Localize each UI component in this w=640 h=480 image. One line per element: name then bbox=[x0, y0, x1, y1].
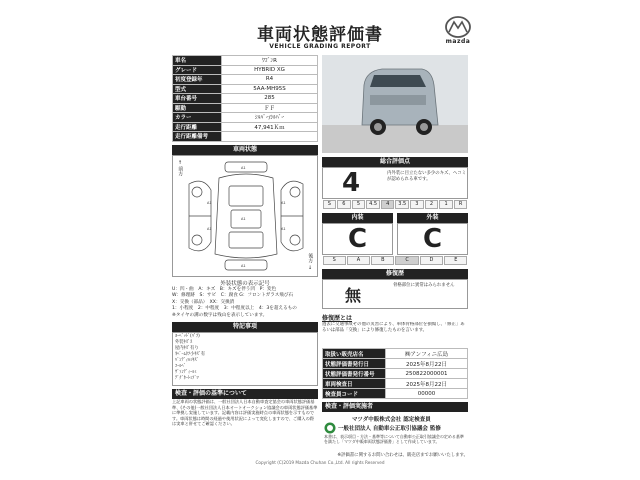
scale-step: 5 bbox=[352, 200, 366, 209]
svg-text:A1: A1 bbox=[281, 200, 286, 205]
svg-text:A1: A1 bbox=[207, 200, 212, 205]
spec-label: 走行距離 bbox=[173, 122, 222, 132]
info-row bbox=[323, 369, 468, 379]
car-diagram-icon bbox=[185, 160, 307, 272]
interior-grade: C bbox=[322, 223, 393, 255]
overall-score: 4 bbox=[341, 168, 361, 198]
overall-score-title: 総合評価点 bbox=[322, 157, 468, 167]
svg-text:A1: A1 bbox=[207, 226, 212, 231]
special-note: ﾊﾞﾝﾃﾞｨﾙﾐｷｽﾞ bbox=[175, 358, 199, 363]
legend-title: 外装状態の表示記号 bbox=[220, 280, 270, 287]
spec-label: 走行距離備考 bbox=[173, 132, 222, 142]
info-row bbox=[323, 349, 468, 359]
repair-history-value: 無 bbox=[344, 286, 361, 305]
scale-step: 3.5 bbox=[395, 200, 409, 209]
svg-text:A1: A1 bbox=[241, 263, 246, 268]
info-row bbox=[323, 359, 468, 369]
scale-step: 2 bbox=[425, 200, 439, 209]
spec-value: R4 bbox=[222, 75, 318, 85]
spec-row bbox=[173, 56, 318, 66]
spec-row bbox=[173, 132, 318, 142]
exterior-panel bbox=[397, 213, 468, 255]
spec-row bbox=[173, 94, 318, 104]
special-note: ｺｰﾙﾍﾞ bbox=[175, 364, 186, 369]
spec-row bbox=[173, 75, 318, 85]
special-notes-list bbox=[172, 332, 318, 386]
legend-line: W：修理跡 S：サビ C：腐食 G：フロントガラス飛び石 bbox=[172, 293, 294, 298]
svg-text:A1: A1 bbox=[241, 216, 246, 221]
spec-table bbox=[172, 55, 318, 142]
spec-value: ｼﾙﾊﾞｰ/ｼﾙﾊﾞｰ bbox=[222, 113, 318, 123]
footer-note: ※評価書に関するお問い合わせは、販売店までお願いいたします。 bbox=[337, 453, 468, 458]
inspector-supervisor: 一般社団法人 自動車公正取引協議会 監修 bbox=[338, 426, 441, 432]
repair-definition-title: 修復歴とは bbox=[322, 315, 353, 322]
brand-logo-text: mazda bbox=[445, 38, 471, 45]
info-label: 検査員コード bbox=[323, 389, 386, 399]
rear-label: 後方 ↓ bbox=[307, 252, 314, 271]
int-ext-row bbox=[322, 213, 468, 255]
overall-note: 内外装に目立たない多少のキズ、ヘコミが認められる車です。 bbox=[387, 171, 467, 182]
spec-label: 型式 bbox=[173, 84, 222, 94]
spec-value: 47,941Ｋｍ bbox=[222, 122, 318, 132]
spec-value: HYBRID XG bbox=[222, 65, 318, 75]
info-value: 00000 bbox=[386, 389, 468, 399]
repair-history-note: 骨格部位に異常はみられません bbox=[393, 283, 455, 288]
legend-line: ※タイヤの溝の数字は残山を表示しています。 bbox=[172, 312, 268, 318]
left-column bbox=[172, 55, 318, 445]
interior-panel bbox=[322, 213, 393, 255]
info-value: ㈱アンフィニ広島 bbox=[386, 349, 468, 359]
inspection-basis-title: 検査・評価の基準について bbox=[172, 389, 318, 399]
spec-label: 駆動 bbox=[173, 103, 222, 113]
scale-step: C bbox=[395, 256, 418, 265]
legend-line: U：凹・曲 A：キズ B：キズを伴う凹 P：変色 bbox=[172, 286, 277, 292]
repair-definition-text: 過去に交通事故その他の災害により、車体骨格部位を損傷し、「修正」あるいは部品「交換」により修復したものを言います。 bbox=[322, 322, 465, 333]
special-note: ﾃﾞﾁﾞﾈｰﾄﾐﾌﾞﾂ bbox=[175, 376, 199, 381]
info-value: 2025年8月22日 bbox=[386, 379, 468, 389]
info-value: 2025年8月22日 bbox=[386, 359, 468, 369]
interior-title: 内装 bbox=[322, 213, 393, 223]
legend-line: X：交換（部品） XX：交換済 bbox=[172, 299, 235, 305]
car-photo-icon bbox=[322, 55, 468, 153]
exterior-grade: C bbox=[397, 223, 468, 255]
report-subtitle: VEHICLE GRADING REPORT bbox=[269, 43, 371, 50]
spec-row bbox=[173, 113, 318, 123]
special-note: ｳﾞｧﾝﾃﾞｨｰﾙﾐ bbox=[175, 370, 197, 375]
spec-label: 車名 bbox=[173, 56, 222, 66]
car-diagram-box bbox=[172, 155, 318, 277]
scale-step: E bbox=[444, 256, 467, 265]
scale-step: 3 bbox=[410, 200, 424, 209]
inspector-note: 本書は、表示項目・方法・基準等について自動車公正取引協議会の定める基準を満たし「マツダ中販車両状態評価書」として作成しています。 bbox=[324, 434, 464, 444]
spec-row bbox=[173, 65, 318, 75]
report-title: 車両状態評価書 bbox=[257, 25, 383, 45]
scale-step: R bbox=[454, 200, 468, 209]
legend-list bbox=[172, 287, 318, 320]
scale-step: 4.5 bbox=[366, 200, 380, 209]
footer-copyright: Copyright (C)2019 Mazda Chuhan Co.,Ltd. All rights Reserved bbox=[255, 460, 385, 465]
right-column bbox=[322, 55, 468, 452]
spec-row bbox=[173, 103, 318, 113]
vehicle-photo bbox=[322, 55, 468, 153]
spec-label: 車台番号 bbox=[173, 94, 222, 104]
spec-value: 285 bbox=[222, 94, 318, 104]
special-note: 屋内ｷｽﾞ有り bbox=[175, 346, 199, 351]
spec-value: ﾜｺﾞﾝR bbox=[222, 56, 318, 66]
scale-step: S bbox=[323, 256, 346, 265]
scale-step: 6 bbox=[337, 200, 351, 209]
spec-value bbox=[222, 132, 318, 142]
special-note: 外装ｷｽﾞｽ bbox=[175, 340, 193, 345]
overall-scale bbox=[322, 200, 468, 209]
info-label: 状態評価書発行日 bbox=[323, 359, 386, 369]
vehicle-condition-title: 車両状態 bbox=[172, 145, 318, 155]
inspection-basis-text: 上記車両の状態評価は、一般社団法人日本自動車査定協会の車両状態評価基準、(その他)一般社団法人日本オートオークション協議会の車両状態評価基準に準拠し実施しています。記載内容は評価実施時点の車両状態を示すものです。車両状態は時間の経過や使用状況によって変化しますので、ご購入の際は実車と併せてご確認ください。 bbox=[172, 399, 318, 427]
repair-history-title: 修復歴 bbox=[322, 269, 468, 279]
spec-label: カラー bbox=[173, 113, 222, 123]
inspector-box bbox=[322, 412, 468, 452]
overall-score-box bbox=[322, 167, 468, 199]
spec-row bbox=[173, 122, 318, 132]
inspector-title: 検査・評価実施者 bbox=[322, 402, 468, 412]
scale-step: B bbox=[371, 256, 394, 265]
scale-step: S bbox=[323, 200, 337, 209]
spec-label: グレード bbox=[173, 65, 222, 75]
svg-text:A1: A1 bbox=[281, 226, 286, 231]
info-value: 250822000001 bbox=[386, 369, 468, 379]
info-label: 状態評価書発行番号 bbox=[323, 369, 386, 379]
scale-step: 1 bbox=[439, 200, 453, 209]
inspector-company: マツダ中販株式会社 認定検査員 bbox=[352, 417, 431, 423]
svg-text:A1: A1 bbox=[241, 165, 246, 170]
info-label: 車両検査日 bbox=[323, 379, 386, 389]
legend-line: 1：小程度 2：中程度 3：中程度以上 4：3を超えるもの bbox=[172, 306, 297, 311]
front-label: ↑ 前方 bbox=[177, 159, 184, 176]
info-label: 取扱い販売店名 bbox=[323, 349, 386, 359]
info-row bbox=[323, 379, 468, 389]
special-note: ﾖｰﾍﾞｯﾄﾞ(ﾊﾟﾌ) bbox=[175, 334, 200, 339]
spec-label: 初度登録年 bbox=[173, 75, 222, 85]
info-row bbox=[323, 389, 468, 399]
spec-row bbox=[173, 84, 318, 94]
spec-value: 5AA-MH95S bbox=[222, 84, 318, 94]
scale-step: 4 bbox=[381, 200, 395, 209]
handling-info-table bbox=[322, 348, 468, 399]
fair-trade-seal-icon bbox=[324, 422, 336, 434]
repair-history-box bbox=[322, 279, 468, 309]
special-note: ﾈﾍﾞｰﾑﾈﾌ小ｷｽﾞ有 bbox=[175, 352, 206, 357]
sub-scale bbox=[322, 256, 468, 265]
exterior-title: 外装 bbox=[397, 213, 468, 223]
scale-step: D bbox=[420, 256, 443, 265]
spec-value: ＦＦ bbox=[222, 103, 318, 113]
scale-step: A bbox=[347, 256, 370, 265]
special-notes-title: 特記事項 bbox=[172, 322, 318, 332]
